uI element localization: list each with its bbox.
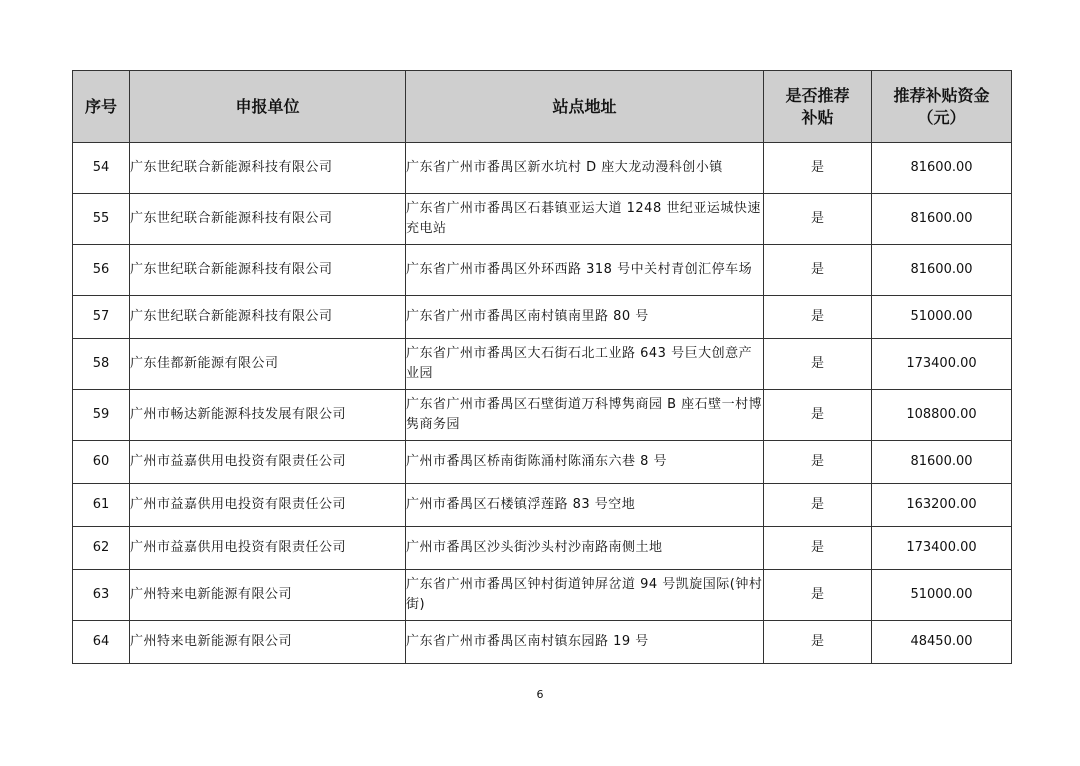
- cell-address: 广州市番禺区桥南街陈涌村陈涌东六巷 8 号: [406, 441, 764, 484]
- cell-address: 广东省广州市番禺区南村镇东园路 19 号: [406, 621, 764, 664]
- cell-address: 广东省广州市番禺区钟村街道钟屏岔道 94 号凯旋国际(钟村街): [406, 570, 764, 621]
- cell-recommend: 是: [764, 194, 872, 245]
- cell-amount: 51000.00: [872, 296, 1012, 339]
- cell-amount: 163200.00: [872, 484, 1012, 527]
- cell-address: 广东省广州市番禺区石壁街道万科博隽商园 B 座石壁一村博隽商务园: [406, 390, 764, 441]
- cell-no: 63: [73, 570, 130, 621]
- cell-unit: 广东世纪联合新能源科技有限公司: [130, 245, 406, 296]
- cell-unit: 广州市益嘉供用电投资有限责任公司: [130, 441, 406, 484]
- table-row: [73, 621, 1012, 664]
- cell-amount: 173400.00: [872, 527, 1012, 570]
- cell-amount: 108800.00: [872, 390, 1012, 441]
- cell-no: 56: [73, 245, 130, 296]
- cell-unit: 广东世纪联合新能源科技有限公司: [130, 143, 406, 194]
- cell-recommend: 是: [764, 390, 872, 441]
- header-unit: 申报单位: [130, 71, 406, 143]
- cell-no: 57: [73, 296, 130, 339]
- cell-address: 广东省广州市番禺区南村镇南里路 80 号: [406, 296, 764, 339]
- header-amount: 推荐补贴资金（元）: [872, 71, 1012, 143]
- cell-recommend: 是: [764, 621, 872, 664]
- cell-no: 62: [73, 527, 130, 570]
- cell-amount: 81600.00: [872, 441, 1012, 484]
- table-row: [73, 441, 1012, 484]
- cell-recommend: 是: [764, 484, 872, 527]
- cell-address: 广州市番禺区沙头街沙头村沙南路南侧土地: [406, 527, 764, 570]
- subsidy-table: [72, 70, 1012, 664]
- table-header: [73, 71, 1012, 143]
- header-row: [73, 71, 1012, 143]
- cell-amount: 173400.00: [872, 339, 1012, 390]
- table-row: [73, 245, 1012, 296]
- cell-unit: 广东佳都新能源有限公司: [130, 339, 406, 390]
- header-recommend: 是否推荐补贴: [764, 71, 872, 143]
- table-row: [73, 570, 1012, 621]
- cell-no: 60: [73, 441, 130, 484]
- table-row: [73, 194, 1012, 245]
- cell-no: 58: [73, 339, 130, 390]
- table-row: [73, 339, 1012, 390]
- cell-no: 55: [73, 194, 130, 245]
- cell-unit: 广州特来电新能源有限公司: [130, 570, 406, 621]
- cell-unit: 广州市畅达新能源科技发展有限公司: [130, 390, 406, 441]
- table-row: [73, 390, 1012, 441]
- cell-address: 广东省广州市番禺区大石街石北工业路 643 号巨大创意产业园: [406, 339, 764, 390]
- cell-address: 广州市番禺区石楼镇浮莲路 83 号空地: [406, 484, 764, 527]
- cell-unit: 广州市益嘉供用电投资有限责任公司: [130, 527, 406, 570]
- cell-address: 广东省广州市番禺区外环西路 318 号中关村青创汇停车场: [406, 245, 764, 296]
- cell-recommend: 是: [764, 296, 872, 339]
- cell-no: 61: [73, 484, 130, 527]
- table-row: [73, 527, 1012, 570]
- table-body: [73, 143, 1012, 664]
- cell-address: 广东省广州市番禺区石碁镇亚运大道 1248 世纪亚运城快速充电站: [406, 194, 764, 245]
- page-number: 6: [536, 688, 544, 701]
- cell-no: 54: [73, 143, 130, 194]
- table-row: [73, 484, 1012, 527]
- cell-amount: 81600.00: [872, 245, 1012, 296]
- cell-unit: 广州特来电新能源有限公司: [130, 621, 406, 664]
- table-row: [73, 143, 1012, 194]
- cell-recommend: 是: [764, 570, 872, 621]
- cell-amount: 81600.00: [872, 143, 1012, 194]
- header-address: 站点地址: [406, 71, 764, 143]
- cell-amount: 81600.00: [872, 194, 1012, 245]
- cell-amount: 48450.00: [872, 621, 1012, 664]
- cell-recommend: 是: [764, 339, 872, 390]
- header-no: 序号: [73, 71, 130, 143]
- table-row: [73, 296, 1012, 339]
- cell-unit: 广州市益嘉供用电投资有限责任公司: [130, 484, 406, 527]
- cell-unit: 广东世纪联合新能源科技有限公司: [130, 194, 406, 245]
- cell-no: 59: [73, 390, 130, 441]
- cell-recommend: 是: [764, 245, 872, 296]
- cell-amount: 51000.00: [872, 570, 1012, 621]
- cell-recommend: 是: [764, 143, 872, 194]
- cell-no: 64: [73, 621, 130, 664]
- cell-recommend: 是: [764, 527, 872, 570]
- cell-address: 广东省广州市番禺区新水坑村 D 座大龙动漫科创小镇: [406, 143, 764, 194]
- cell-recommend: 是: [764, 441, 872, 484]
- cell-unit: 广东世纪联合新能源科技有限公司: [130, 296, 406, 339]
